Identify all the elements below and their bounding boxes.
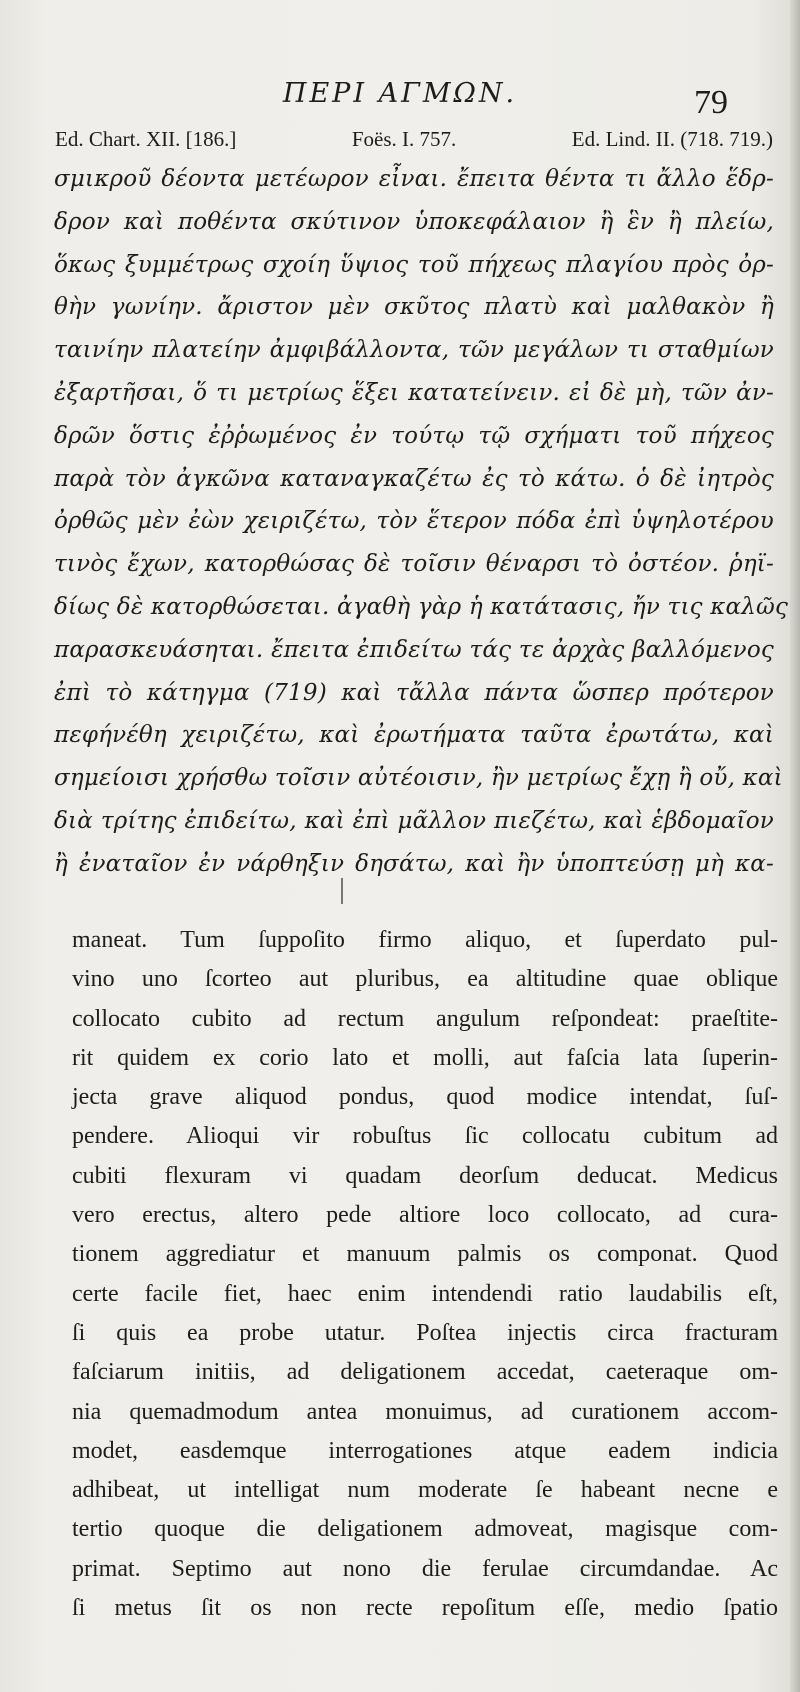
greek-text-block [54,158,789,886]
latin-line: ſi quis ea probe utatur. Poſtea injectis circa fracturam [72,1319,778,1346]
latin-line: maneat. Tum ſuppoſito firmo aliquo, et ſuperdato pul- [72,927,778,953]
greek-line: ταινίην πλατείην ἀμφιβάλλοντα, τῶν μεγάλων τι σταθμίων [54,337,774,364]
latin-line: ſi metus ſit os non recte repoſitum eſſe, medio ſpatio [72,1595,778,1622]
greek-line: θὴν γωνίην. ἄριστον μὲν σκῦτος πλατὺ καὶ μαλθακὸν ἢ [54,294,774,321]
greek-line: ἐπὶ τὸ κάτηγμα (719) καὶ τἄλλα πάντα ὥσπερ πρότερον [54,679,774,706]
greek-line: τινὸς ἔχων, κατορθώσας δὲ τοῖσιν θέναρσι τὸ ὀστέον. ῥηϊ- [54,551,774,578]
greek-line: παρὰ τὸν ἀγκῶνα καταναγκαζέτω ἐς τὸ κάτω. ὁ δὲ ἰητρὸς [54,465,774,492]
latin-line: jecta grave aliquod pondus, quod modice intendat, ſuſ- [72,1084,778,1111]
page-number: 79 [694,84,728,121]
edition-references [55,127,773,152]
page-edge-shadow [790,0,800,1692]
edition-reference-linden: Ed. Lind. II. (718. 719.) [571,127,773,151]
greek-line: ὀρθῶς μὲν ἐὼν χειριζέτω, τὸν ἕτερον πόδα ἐπὶ ὑψηλοτέρου [54,508,774,535]
latin-line: certe facile fiet, haec enim intendendi ratio laudabilis eſt, [72,1280,778,1307]
latin-line: modet, easdemque interrogationes atque eadem indicia [72,1437,778,1464]
latin-line: vino uno ſcorteo aut pluribus, ea altitudine quae oblique [72,966,778,993]
latin-line: rit quidem ex corio lato et molli, aut faſcia lata ſuperin- [72,1044,778,1071]
greek-line: ἢ ἐναταῖον ἐν νάρθηξιν δησάτω, καὶ ἢν ὑποπτεύσῃ μὴ κα- [54,850,774,877]
greek-line: παρασκευάσηται. ἔπειτα ἐπιδείτω τάς τε ἀρχὰς βαλλόμενος [54,636,774,663]
greek-line: δρῶν ὅστις ἐῤῥωμένος ἐν τούτῳ τῷ σχήματι τοῦ πήχεος [54,422,774,449]
greek-line: δίως δὲ κατορθώσεται. ἀγαθὴ γὰρ ἡ κατάτασις, ἤν τις καλῶς [54,593,789,620]
edition-reference-foes: Foës. I. 757. [351,127,457,151]
edition-reference-chartier: Ed. Chart. XII. [186.] [55,127,237,151]
latin-line: cubiti flexuram vi quadam deorſum deducat. Medicus [72,1162,778,1189]
latin-line: tertio quoque die deligationem admoveat, magisque com- [72,1516,778,1543]
latin-line: vero erectus, altero pede altiore loco collocato, ad cura- [72,1202,778,1229]
greek-line: πεφήνέθη χειριζέτω, καὶ ἐρωτήματα ταῦτα ἐρωτάτω, καὶ [54,722,774,749]
latin-line: nia quemadmodum antea monuimus, ad curationem accom- [72,1398,778,1425]
greek-line: σημείοισι χρήσθω τοῖσιν αὐτέοισιν, ἢν μετρίως ἔχῃ ἢ οὔ, καὶ [54,765,783,792]
latin-line: faſciarum initiis, ad deligationem accedat, caeteraque om- [72,1359,778,1386]
latin-line: collocato cubito ad rectum angulum reſpondeat: praeſtite- [72,1005,778,1032]
section-divider-mark [341,878,343,904]
latin-line: primat. Septimo aut nono die ferulae circumdandae. Ac [72,1555,778,1582]
latin-line: adhibeat, ut intelligat num moderate ſe habeant necne e [72,1477,778,1504]
greek-line: διὰ τρίτης ἐπιδείτω, καὶ ἐπὶ μᾶλλον πιεζέτω, καὶ ἑβδομαῖον [54,807,774,834]
latin-line: pendere. Alioqui vir robuſtus ſic collocatu cubitum ad [72,1123,778,1150]
greek-line: ὅκως ξυμμέτρως σχοίη ὕψιος τοῦ πήχεως πλαγίου πρὸς ὀρ- [54,251,774,278]
greek-line: σμικροῦ δέοντα μετέωρον εἶναι. ἔπειτα θέντα τι ἄλλο ἕδρ- [54,166,774,192]
running-title: ΠΕΡΙ ΑΓΜΩΝ. [282,78,518,109]
latin-text-block [72,921,778,1628]
greek-line: δρον καὶ ποθέντα σκύτινον ὑποκεφάλαιον ἢ ἓν ἢ πλείω, [54,208,774,235]
greek-line: ἐξαρτῆσαι, ὅ τι μετρίως ἕξει κατατείνειν. εἰ δὲ μὴ, τῶν ἀν- [54,379,774,406]
latin-line: tionem aggrediatur et manuum palmis os componat. Quod [72,1241,778,1268]
